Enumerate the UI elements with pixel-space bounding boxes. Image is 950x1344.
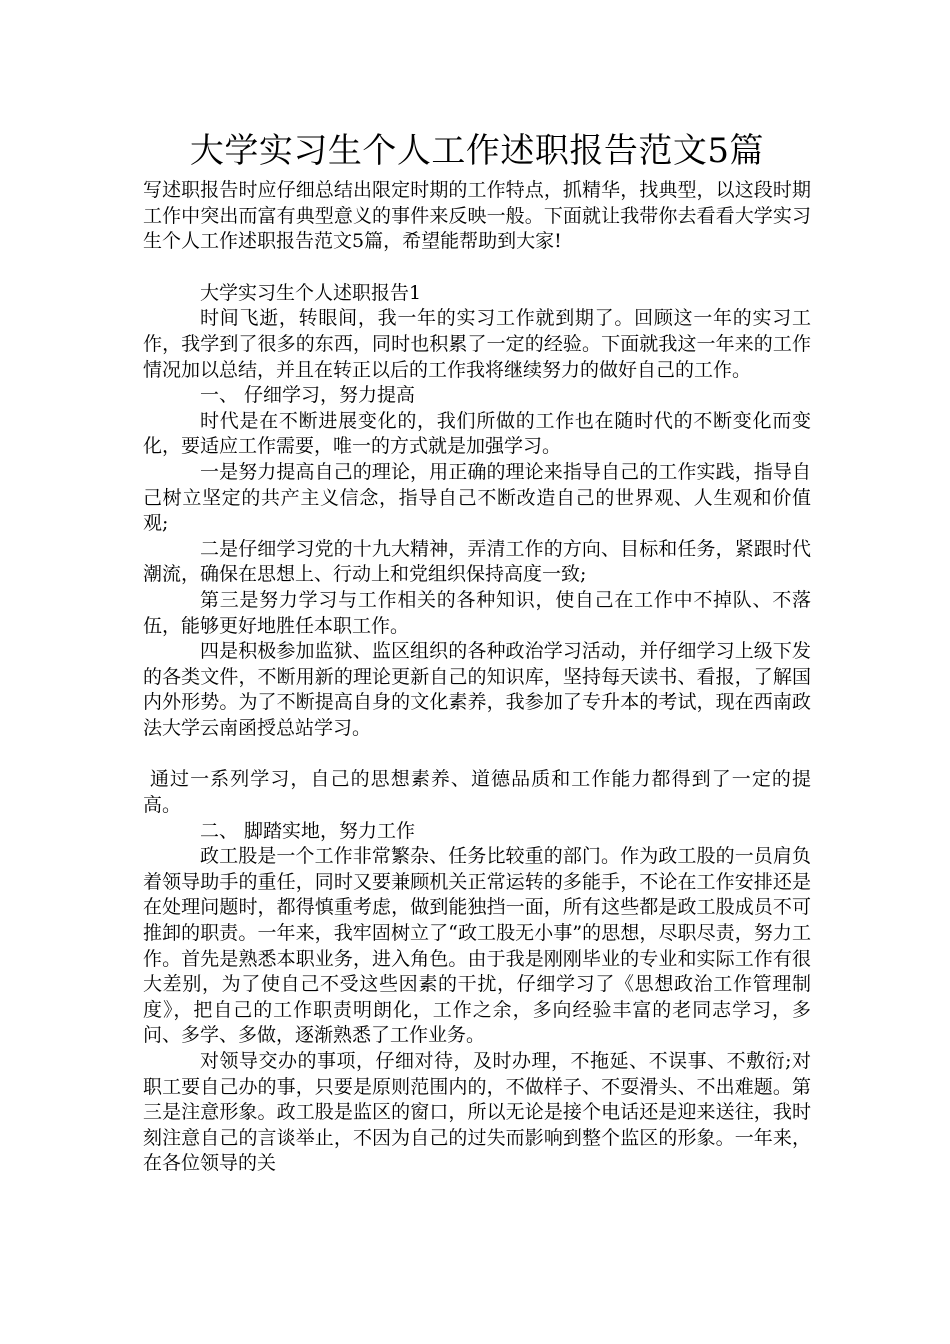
document-title: 大学实习生个人工作述职报告范文5篇 <box>189 131 765 171</box>
paragraph-8: 政工股是一个工作非常繁杂、任务比较重的部门。作为政工股的一员肩负着领导助手的重任，同时又要兼顾机关正常运转的多能手，不论在工作安排还是在处理问题时，都得慎重考虑，做到能独挡一面，所有这些都是政工股成员不可推卸的职责。一年来，我牢固树立了“政工股无小事”的思想，尽职尽责，努力工作。首先是熟悉本职业务，进入角色。由于我是刚刚毕业的专业和实际工作有很大差别，为了使自己不受这些因素的干扰，仔细学习了《思想政治工作管理制度》，把自己的工作职责明朗化，工作之余，多向经验丰富的老同志学习，多问、多学、多做，逐渐熟悉了工作业务。 <box>143 845 811 1047</box>
paragraph-2: 时代是在不断进展变化的，我们所做的工作也在随时代的不断变化而变化，要适应工作需要，唯一的方式就是加强学习。 <box>143 409 811 458</box>
paragraph-3: 一是努力提高自己的理论，用正确的理论来指导自己的工作实践，指导自己树立坚定的共产主义信念，指导自己不断改造自己的世界观、人生观和价值观; <box>143 460 811 535</box>
paragraph-1: 时间飞逝，转眼间，我一年的实习工作就到期了。回顾这一年的实习工作，我学到了很多的东西，同时也积累了一定的经验。下面就我这一年来的工作情况加以总结，并且在转正以后的工作我将继续努力的做好自己的工作。 <box>143 307 811 381</box>
section-heading-1: 一、 仔细学习，努力提高 <box>200 384 416 407</box>
intro-paragraph: 写述职报告时应仔细总结出限定时期的工作特点，抓精华，找典型，以这段时期工作中突出而富有典型意义的事件来反映一般。下面就让我带你去看看大学实习生个人工作述职报告范文5篇，希望能帮助到大家! <box>143 179 811 253</box>
paragraph-7: 通过一系列学习，自己的思想素养、道德品质和工作能力都得到了一定的提高。 <box>143 768 811 817</box>
document-page <box>143 126 811 1177</box>
paragraph-6: 四是积极参加监狱、监区组织的各种政治学习活动，并仔细学习上级下发的各类文件，不断用新的理论更新自己的知识库，坚持每天读书、看报，了解国内外形势。为了不断提高自身的文化素养，我参加了专升本的考试，现在西南政法大学云南函授总站学习。 <box>143 640 811 739</box>
paragraph-4: 二是仔细学习党的十九大精神，弄清工作的方向、目标和任务，紧跟时代潮流，确保在思想上、行动上和党组织保持高度一致; <box>143 537 811 586</box>
report-title: 大学实习生个人述职报告1 <box>200 281 422 304</box>
paragraph-9: 对领导交办的事项，仔细对待，及时办理，不拖延、不误事、不敷衍;对职工要自己办的事，只要是原则范围内的，不做样子、不耍滑头、不出难题。第三是注意形象。政工股是监区的窗口，所以无论是接个电话还是迎来送往，我时刻注意自己的言谈举止，不因为自己的过失而影响到整个监区的形象。一年来，在各位领导的关 <box>143 1050 811 1175</box>
paragraph-5: 第三是努力学习与工作相关的各种知识，使自己在工作中不掉队、不落伍，能够更好地胜任本职工作。 <box>143 588 811 637</box>
blank-line <box>143 255 811 281</box>
blank-line <box>143 741 811 767</box>
section-heading-2: 二、 脚踏实地，努力工作 <box>200 819 416 842</box>
